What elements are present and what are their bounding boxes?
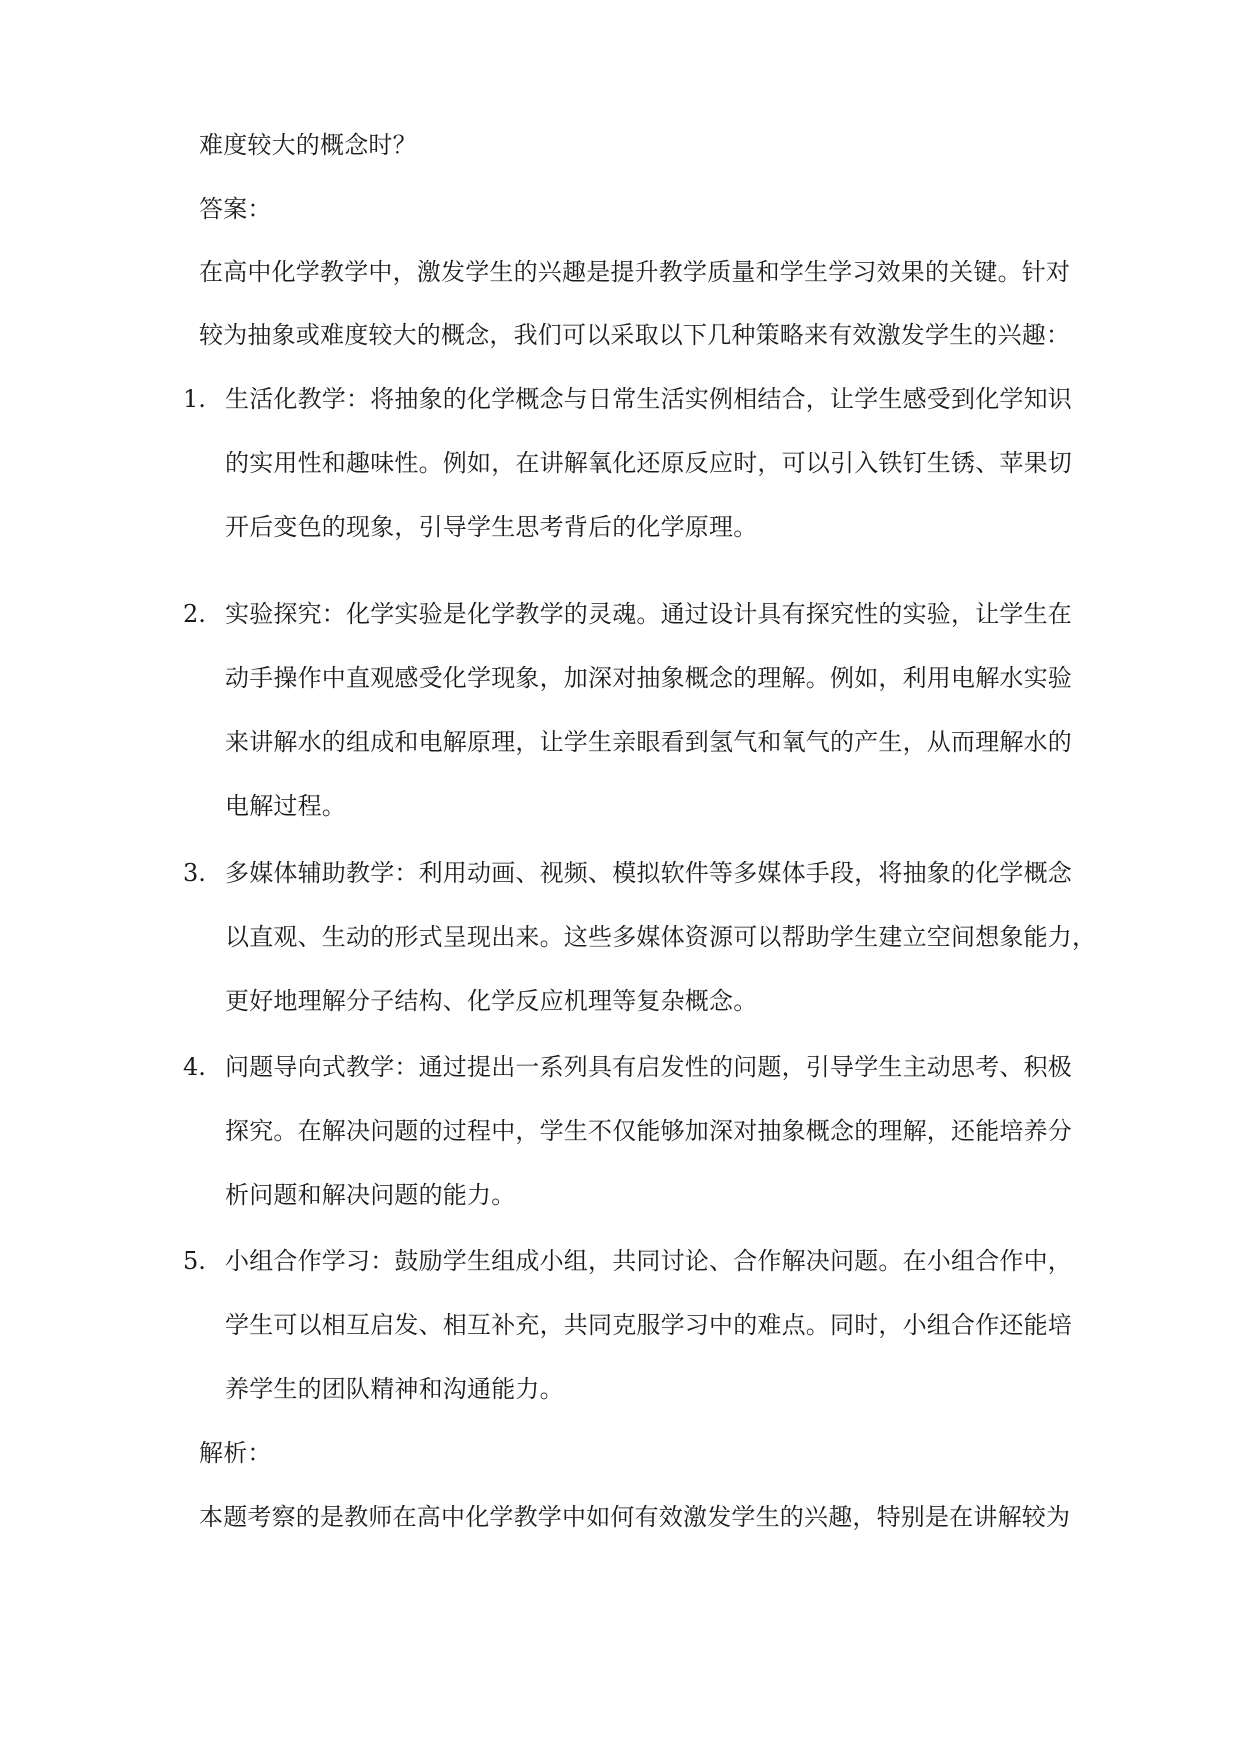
strategy-line: 来讲解水的组成和电解原理，让学生亲眼看到氢气和氧气的产生，从而理解水的 — [225, 728, 1072, 756]
intro-line-1: 在高中化学教学中，激发学生的兴趣是提升教学质量和学生学习效果的关键。针对 — [199, 258, 1071, 286]
strategy-number: 3. — [183, 859, 206, 887]
strategy-line: 以直观、生动的形式呈现出来。这些多媒体资源可以帮助学生建立空间想象能力， — [225, 923, 1097, 951]
strategy-line: 生活化教学：将抽象的化学概念与日常生活实例相结合，让学生感受到化学知识 — [225, 385, 1072, 413]
strategy-line: 问题导向式教学：通过提出一系列具有启发性的问题，引导学生主动思考、积极 — [225, 1053, 1072, 1081]
strategy-line: 养学生的团队精神和沟通能力。 — [225, 1375, 564, 1403]
strategy-number: 5. — [183, 1247, 206, 1275]
strategy-line: 动手操作中直观感受化学现象，加深对抽象概念的理解。例如，利用电解水实验 — [225, 664, 1072, 692]
strategy-line: 实验探究：化学实验是化学教学的灵魂。通过设计具有探究性的实验，让学生在 — [225, 600, 1072, 628]
answer-label: 答案： — [199, 195, 272, 223]
strategy-line: 小组合作学习：鼓励学生组成小组，共同讨论、合作解决问题。在小组合作中， — [225, 1247, 1072, 1275]
strategy-line: 电解过程。 — [225, 792, 346, 820]
intro-line-2: 较为抽象或难度较大的概念，我们可以采取以下几种策略来有效激发学生的兴趣： — [199, 321, 1071, 349]
strategy-line: 的实用性和趣味性。例如，在讲解氧化还原反应时，可以引入铁钉生锈、苹果切 — [225, 449, 1072, 477]
strategy-line: 更好地理解分子结构、化学反应机理等复杂概念。 — [225, 987, 758, 1015]
strategy-line: 多媒体辅助教学：利用动画、视频、模拟软件等多媒体手段，将抽象的化学概念 — [225, 859, 1072, 887]
analysis-line: 本题考察的是教师在高中化学教学中如何有效激发学生的兴趣，特别是在讲解较为 — [199, 1503, 1071, 1531]
strategy-number: 2. — [183, 600, 206, 628]
strategy-line: 学生可以相互启发、相互补充，共同克服学习中的难点。同时，小组合作还能培 — [225, 1311, 1072, 1339]
strategy-line: 开后变色的现象，引导学生思考背后的化学原理。 — [225, 513, 758, 541]
analysis-label: 解析： — [199, 1439, 272, 1467]
strategy-line: 探究。在解决问题的过程中，学生不仅能够加深对抽象概念的理解，还能培养分 — [225, 1117, 1072, 1145]
strategy-line: 析问题和解决问题的能力。 — [225, 1181, 516, 1209]
strategy-number: 1. — [183, 385, 206, 413]
strategy-number: 4. — [183, 1053, 206, 1081]
question-continuation: 难度较大的概念时？ — [199, 131, 417, 159]
